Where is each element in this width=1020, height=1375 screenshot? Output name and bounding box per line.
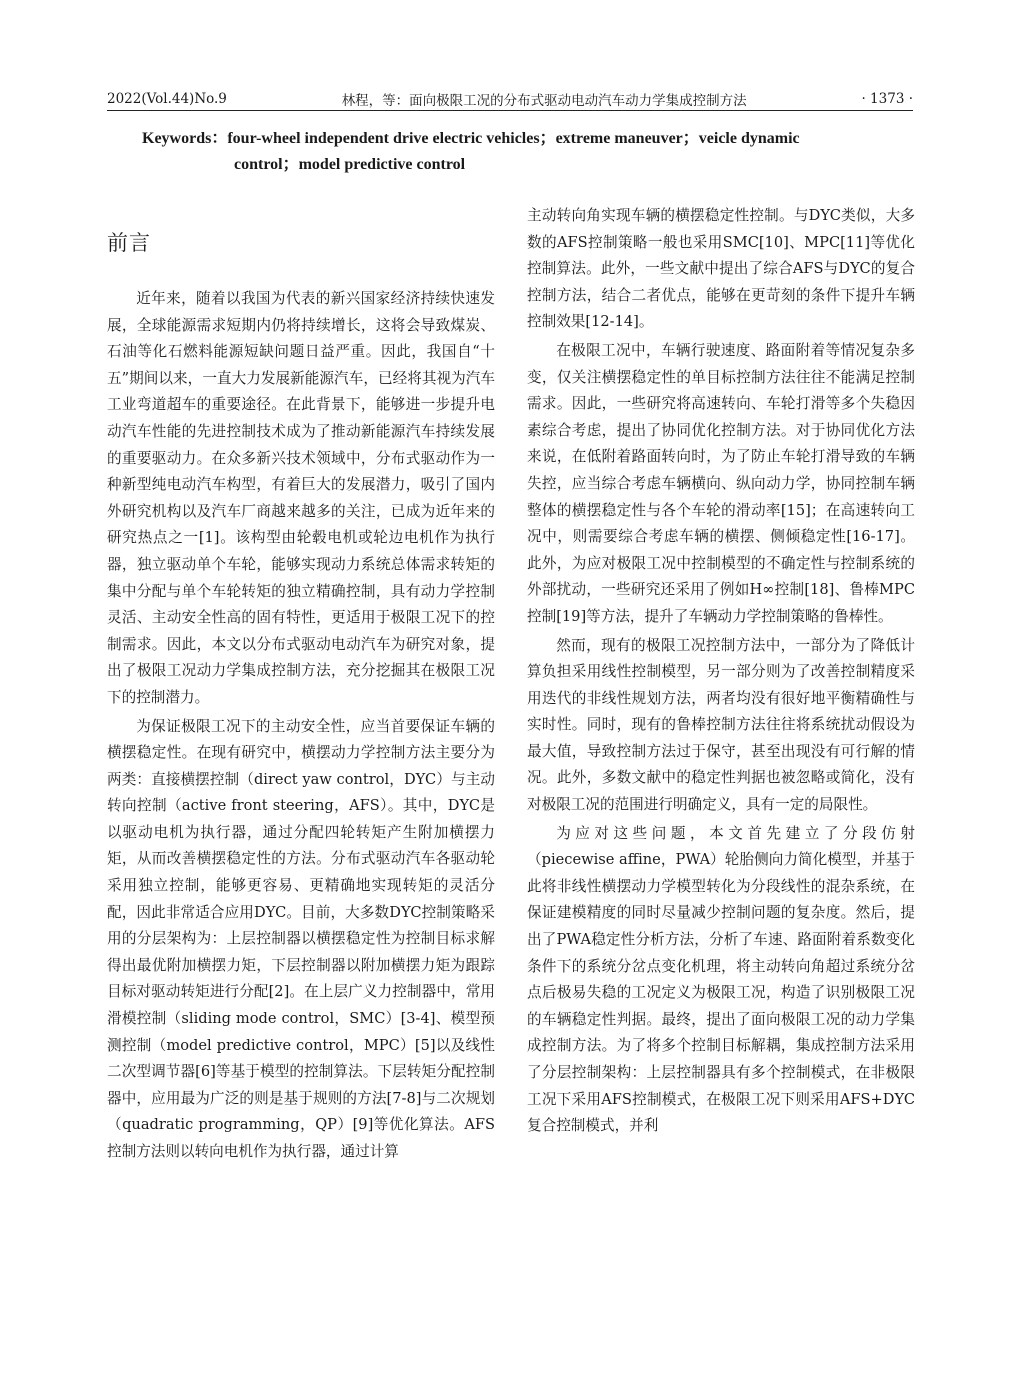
section-title: 前言 — [107, 231, 151, 255]
left-column — [107, 199, 495, 1166]
right-column — [527, 203, 915, 1140]
running-header — [107, 88, 913, 110]
header-rule — [107, 110, 913, 111]
keywords-line-2: control；model predictive control — [234, 156, 466, 173]
keywords-line-1: four-wheel independent drive electric vehicles；extreme maneuver；veicle dynamic — [227, 130, 800, 147]
page-number: · 1373 · — [861, 91, 913, 107]
paragraph: 然而，现有的极限工况控制方法中，一部分为了降低计算负担采用线性控制模型，另一部分则为了改善控制精度采用迭代的非线性规划方法，两者均没有很好地平衡精确性与实时性。同时，现有的鲁棒控制方法往往将系统扰动假设为最大值，导致控制方法过于保守，甚至出现没有可行解的情况。此外，多数文献中的稳定性判据也被忽略或简化，没有对极限工况的范围进行明确定义，具有一定的局限性。 — [527, 636, 915, 814]
paragraph: 在极限工况中，车辆行驶速度、路面附着等情况复杂多变，仅关注横摆稳定性的单目标控制方法往往不能满足控制需求。因此，一些研究将高速转向、车轮打滑等多个失稳因素综合考虑，提出了协同优化控制方法。对于协同优化方法来说，在低附着路面转向时，为了防止车轮打滑导致的车辆失控，应当综合考虑车辆横向、纵向动力学，协同控制车辆整体的横摆稳定性与各个车轮的滑动率[15]；在高速转向工况中，则需要综合考虑车辆的横摆、侧倾稳定性[16-17]。此外，为应对极限工况中控制模型的不确定性与控制系统的外部扰动，一些研究还采用了例如H∞控制[18]、鲁棒MPC控制[19]等方法，提升了车辆动力学控制策略的鲁棒性。 — [527, 341, 915, 625]
article-running-title: 林程，等：面向极限工况的分布式驱动电动汽车动力学集成控制方法 — [341, 93, 747, 109]
paragraph: 为保证极限工况下的主动安全性，应当首要保证车辆的横摆稳定性。在现有研究中，横摆动力学控制方法主要分为两类：直接横摆控制（direct yaw control，DYC）与主动转向控制（active front steering，AFS）。其中，DYC是以驱动电机为执行器，通过分配四轮转矩产生附加横摆力矩，从而改善横摆稳定性的方法。分布式驱动汽车各驱动轮采用独立控制，能够更容易、更精确地实现转矩的灵活分配，因此非常适合应用DYC。目前，大多数DYC控制策略采用的分层架构为：上层控制器以横摆稳定性为控制目标求解得出最优附加横摆力矩，下层控制器以附加横摆力矩为跟踪目标对驱动转矩进行分配[2]。在上层广义力控制器中，常用滑模控制（sliding mode control，SMC）[3-4]、模型预测控制（model predictive control，MPC）[5]以及线性二次型调节器[6]等基于模型的控制算法。下层转矩分配控制器中，应用最为广泛的则是基于规则的方法[7-8]与二次规划（quadratic programming，QP）[9]等优化算法。AFS控制方法则以转向电机作为执行器，通过计算 — [107, 717, 495, 1160]
paragraph: 近年来，随着以我国为代表的新兴国家经济持续快速发展，全球能源需求短期内仍将持续增长，这将会导致煤炭、石油等化石燃料能源短缺问题日益严重。因此，我国自“十五”期间以来，一直大力发展新能源汽车，已经将其视为汽车工业弯道超车的重要途径。在此背景下，能够进一步提升电动汽车性能的先进控制技术成为了推动新能源汽车持续发展的重要驱动力。在众多新兴技术领域中，分布式驱动作为一种新型纯电动汽车构型，有着巨大的发展潜力，吸引了国内外研究机构以及汽车厂商越来越多的关注，已成为近年来的研究热点之一[1]。该构型由轮毂电机或轮边电机作为执行器，独立驱动单个车轮，能够实现动力系统总体需求转矩的集中分配与单个车轮转矩的独立精确控制，具有动力学控制灵活、主动安全性高的固有特性，更适用于极限工况下的控制需求。因此，本文以分布式驱动电动汽车为研究对象，提出了极限工况动力学集成控制方法，充分挖掘其在极限工况下的控制潜力。 — [107, 290, 495, 706]
keywords-block — [142, 126, 914, 178]
journal-issue: 2022(Vol.44)No.9 — [107, 91, 227, 107]
paragraph: 为应对这些问题，本文首先建立了分段仿射（piecewise affine，PWA）轮胎侧向力简化模型，并基于此将非线性横摆动力学模型转化为分段线性的混杂系统，在保证建模精度的同时尽量减少控制问题的复杂度。然后，提出了PWA稳定性分析方法，分析了车速、路面附着系数变化条件下的系统分岔点变化机理，将主动转向角超过系统分岔点后极易失稳的工况定义为极限工况，构造了识别极限工况的车辆稳定性判据。最终，提出了面向极限工况的动力学集成控制方法。为了将多个控制目标解耦，集成控制方法采用了分层控制架构：上层控制器具有多个控制模式，在非极限工况下采用AFS控制模式，在极限工况下则采用AFS+DYC复合控制模式，并利 — [527, 824, 915, 1135]
keywords-label: Keywords： — [142, 130, 228, 147]
paragraph: 主动转向角实现车辆的横摆稳定性控制。与DYC类似，大多数的AFS控制策略一般也采用SMC[10]、MPC[11]等优化控制算法。此外，一些文献中提出了综合AFS与DYC的复合控制方法，结合二者优点，能够在更苛刻的条件下提升车辆控制效果[12-14]。 — [527, 207, 915, 331]
